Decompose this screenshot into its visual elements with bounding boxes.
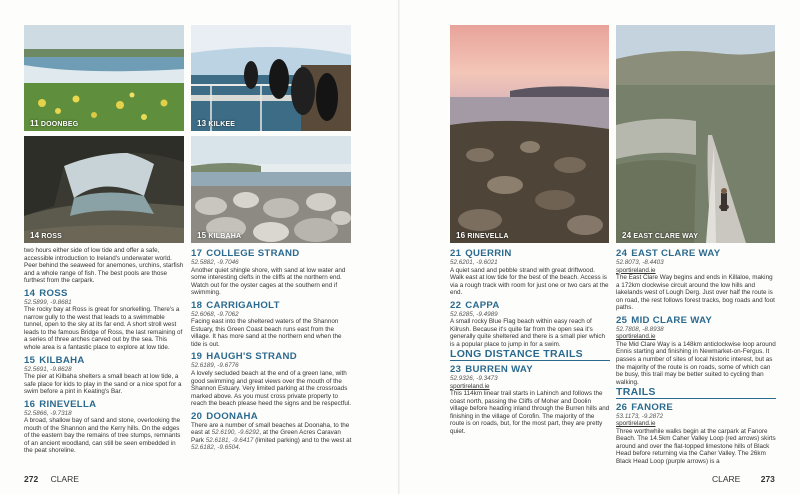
- entry-doonaha: [191, 411, 353, 452]
- caption-ross: 14 ROSS: [30, 231, 62, 240]
- entry-body: The East Clare Way begins and ends in Killaloe, making a 172km clockwise circuit around the low hills and lakelands west of Lough Derg. Just over half the route is on road, the rest follows forest tracks, bog roads and foot paths.: [616, 274, 775, 312]
- east-clare-way-image: [616, 25, 775, 243]
- photo-doonbeg: [24, 25, 184, 131]
- caption-doonbeg: 11 DOONBEG: [30, 119, 79, 128]
- entry-title: 23 BURREN WAY: [450, 364, 533, 376]
- chapter-label-left: CLARE: [50, 474, 79, 484]
- kilbaha-image: [191, 136, 351, 243]
- entry-title: 14 ROSS: [24, 287, 68, 299]
- photo-east-clare-way: [616, 25, 775, 243]
- entry-coordinates: 52.6201, -9.6021: [450, 259, 498, 266]
- middle-column: [191, 247, 353, 455]
- entry-body: This 114km linear trail starts in Lahinch and follows the coast north, passing the Cliffs of Moher and Doolin village before heading inland through the Burren hills and finishing in the village of Corofin. The majority of the route is on roads, but, for the most part, they are pretty quiet.: [450, 390, 610, 435]
- caption-rinevella: 16 RINEVELLA: [456, 231, 509, 240]
- right-column-2: [616, 247, 776, 469]
- entry-title: 25 MID CLARE WAY: [616, 314, 713, 326]
- entry-link[interactable]: sportireland.ie: [450, 382, 490, 390]
- entry-body: Another quiet shingle shore, with sand at low water and some interesting clefts in the cliffs at the northern end. Watch out for the oyster cages at the southern end if swimming.: [191, 266, 346, 297]
- entry-title: 26 FANORE: [616, 401, 674, 413]
- entry-ross: [24, 288, 184, 352]
- entry-body: There are a number of small beaches at Doonaha, to the east at 52.6190, -9.6292, at the Green Acres Caravan Park 52.6181, -9.6417 (limited parking) and to the west at 52.6182, -9.6504.: [191, 421, 352, 452]
- entry-coordinates: 52.5899, -9.8681: [24, 298, 72, 306]
- entry-coordinates: 52.5882, -9.7046: [191, 259, 239, 266]
- right-page: [400, 0, 800, 494]
- page-number-left: 272: [24, 474, 39, 484]
- entry-east-clare-way: [616, 248, 776, 312]
- entry-haughs-strand: [191, 351, 353, 407]
- entry-link[interactable]: sportireland.ie: [616, 420, 656, 428]
- entry-coordinates: 52.7808, -8.8938: [616, 325, 664, 333]
- entry-body: Facing east into the sheltered waters of the Shannon Estuary, this Green Coast beach runs east from the village. It has more sand at the northern end when the tide is out.: [191, 318, 342, 348]
- entry-body: The Mid Clare Way is a 148km anticlockwise loop around Ennis starting and finishing in Newmarket-on-Fergus. It passes a number of sites of local historic interest, but as the majority of the route is on roads, some of which can be busy, this trail may be better suited to cycling than walking.: [616, 340, 776, 386]
- footer-left: [24, 474, 79, 484]
- entry-rinevella: [24, 399, 184, 455]
- left-column: [24, 247, 184, 458]
- entry-body: A quiet sand and pebble strand with great driftwood. Walk east at low tide for the best of the beach. Access is via a rough track with room for just one or two cars at the end.: [450, 266, 609, 297]
- entry-fanore: [616, 402, 776, 466]
- entry-coordinates: 52.6189, -9.6776: [191, 362, 239, 370]
- doonbeg-image: [24, 25, 184, 131]
- entry-coordinates: 52.6285, -9.4989: [450, 310, 498, 318]
- entry-coordinates: 52.5866, -9.7318: [24, 409, 72, 417]
- photo-ross: [24, 136, 184, 243]
- entry-title: 17 COLLEGE STRAND: [191, 248, 300, 259]
- entry-title: 22 CAPPA: [450, 299, 500, 311]
- entry-body: The pier at Kilbaha shelters a small beach at low tide, a safe place for kids to play in the sand or a nice spot for a swim before a pint in Keating's Bar.: [24, 373, 182, 396]
- entry-link[interactable]: sportireland.ie: [616, 333, 656, 341]
- chapter-label-right: CLARE: [712, 474, 741, 484]
- photo-kilkee: [191, 25, 351, 131]
- photo-kilbaha: [191, 136, 351, 243]
- entry-coordinates: 53.1173, -9.2872: [616, 412, 664, 420]
- entry-title: 16 RINEVELLA: [24, 398, 97, 410]
- entry-title: 18 CARRIGAHOLT: [191, 299, 280, 311]
- entry-coordinates: 52.6068, -9.7062: [191, 310, 239, 318]
- caption-east-clare-way: 24 EAST CLARE WAY: [622, 231, 699, 240]
- entry-kilbaha: [24, 355, 184, 396]
- kilkee-image: [191, 25, 351, 131]
- entry-title: 15 KILBAHA: [24, 354, 85, 366]
- entry-title: 19 HAUGH'S STRAND: [191, 351, 297, 363]
- entry-coordinates: 52.9326, -9.3473: [450, 375, 498, 383]
- entry-body: Three worthwhile walks begin at the carpark at Fanore Beach. The 14.5km Caher Valley Loop (red arrows) skirts around and over the flat-topped limestone hills of Black Head before returning via the Caher Valley. The 26km Black Head Loop (purple arrows) is a: [616, 427, 776, 466]
- entry-title: 24 EAST CLARE WAY: [616, 248, 721, 259]
- entry-body: A small rocky Blue Flag beach within easy reach of Kilrush. Because it's quite far from the open sea it's generally quite sheltered and there is a small pier which is a popular place to jump in for a swim.: [450, 318, 606, 348]
- entry-body: The rocky bay at Ross is great for snorkelling. There's a narrow gully to the west that leads to a swimmable tunnel, open to the sky at its far end. A short stroll west leads to the famous Bridge of Ross, the last remaining of a series of three arches carved out by the sea. This whole area is a fantastic place to explore at low tide.: [24, 306, 183, 352]
- footer-right: [712, 474, 775, 484]
- entry-college-strand: [191, 248, 353, 297]
- entry-querrin: [450, 248, 610, 297]
- entry-coordinates: 52.5691, -9.8628: [24, 365, 72, 373]
- ross-image: [24, 136, 184, 243]
- entry-body: A lovely secluded beach at the end of a green lane, with good swimming and great views over the mouth of the Shannon Estuary. Very limited parking at the crossroads marked above. As you must cross private property to reach the beach please heed the signs and be respectful.: [191, 370, 351, 408]
- entry-coordinates: 52.8073, -8.4403: [616, 259, 664, 266]
- photo-rinevella: [450, 25, 609, 243]
- entry-mid-clare-way: [616, 315, 776, 386]
- entry-burren-way: [450, 364, 610, 435]
- section-heading-trails: TRAILS: [616, 389, 776, 399]
- entry-cappa: [450, 300, 610, 349]
- entry-body: A broad, shallow bay of sand and stone, overlooking the mouth of the Shannon and the Kerry hills. On the edges of the eastern bay the remains of tree stumps, remnants of an ancient woodland, can still be seen embedded in the peat shoreline.: [24, 417, 181, 455]
- caption-kilkee: 13 KILKEE: [197, 119, 236, 128]
- entry-carrigaholt: [191, 300, 353, 349]
- intro-text: two hours either side of low tide and offer a safe, accessible introduction to Ireland's underwater world. Peer behind the seaweed for anemones, urchins, starfish and a whole range of fish. The best pools are those furthest from the carpark.: [24, 247, 184, 285]
- entry-title: 21 QUERRIN: [450, 248, 512, 259]
- section-heading-long-distance: LONG DISTANCE TRAILS: [450, 351, 610, 361]
- rinevella-image: [450, 25, 609, 243]
- entry-title: 20 DOONAHA: [191, 410, 258, 422]
- page-number-right: 273: [760, 474, 775, 484]
- entry-link[interactable]: sportireland.ie: [616, 266, 656, 274]
- right-column-1: [450, 247, 610, 438]
- caption-kilbaha: 15 KILBAHA: [197, 231, 242, 240]
